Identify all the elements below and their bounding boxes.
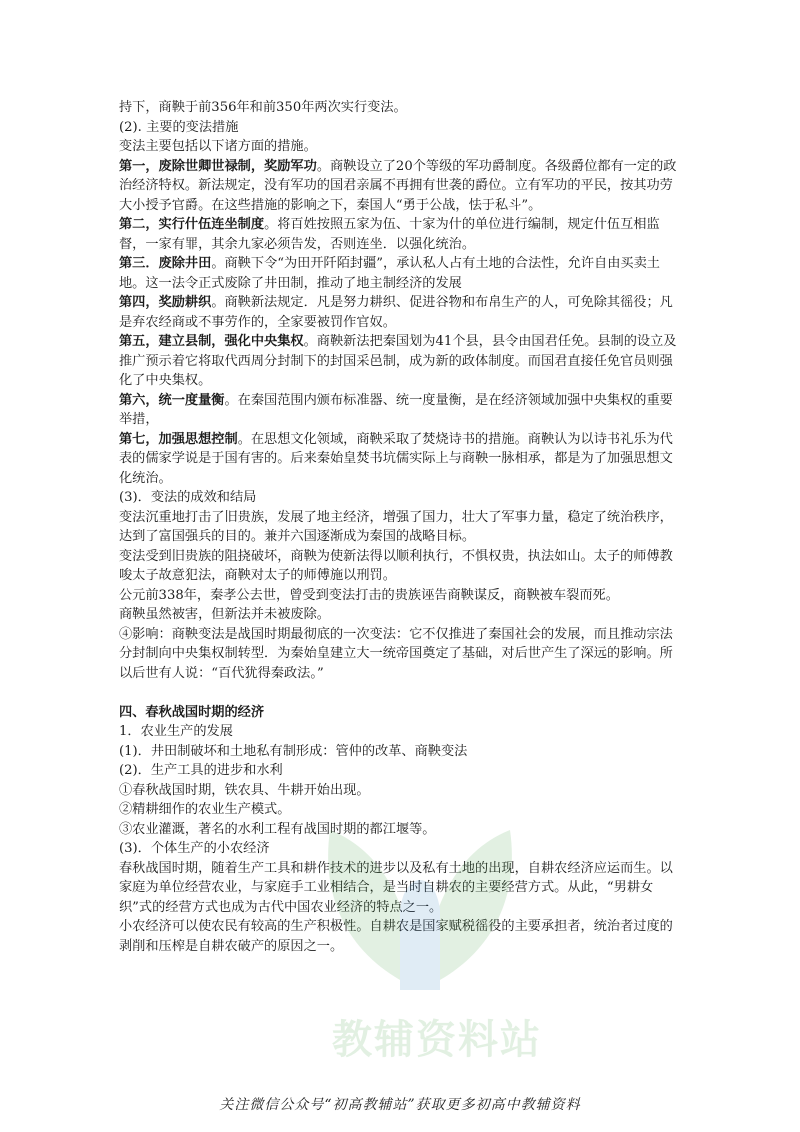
paragraph (119, 605, 685, 625)
paragraph (119, 488, 685, 508)
paragraph (119, 586, 685, 606)
paragraph (119, 215, 685, 254)
bold-heading: 第二，实行什伍连坐制度 (119, 217, 265, 232)
paragraph (119, 137, 685, 157)
bold-heading: 第四，奖励耕织 (119, 295, 212, 310)
paragraph (119, 722, 685, 742)
paragraph-text: ②精耕细作的农业生产模式。 (119, 802, 291, 817)
paragraph (119, 157, 685, 216)
paragraph-text: (3)．变法的成效和结局 (119, 490, 257, 505)
paragraph (119, 547, 685, 586)
paragraph (119, 839, 685, 859)
paragraph-text: ①春秋战国时期，铁农具、牛耕开始出现。 (119, 782, 370, 798)
document-body (119, 98, 685, 956)
reform-section (119, 98, 685, 683)
paragraph (119, 742, 685, 762)
paragraph (119, 254, 685, 293)
paragraph (119, 781, 685, 801)
paragraph (119, 820, 685, 840)
paragraph-text: 变法受到旧贵族的阻挠破坏，商鞅为使新法得以顺利执行，不惧权贵，执法如山。太子的师傅教唆太子故意犯法，商鞅对太子的师傅施以刑罚。 (119, 548, 673, 583)
paragraph-text: 变法主要包括以下诸方面的措施。 (119, 139, 317, 154)
paragraph-text: ③农业灌溉，著名的水利工程有战国时期的都江堰等。 (119, 821, 436, 837)
paragraph-text: 。在秦国范围内颁布标准器、统一度量衡，是在经济领域加强中央集权的重要举措， (119, 392, 673, 427)
paragraph (119, 98, 685, 118)
paragraph-text: 。商鞅新法规定．凡是努力耕织、促进谷物和布帛生产的人，可免除其徭役；凡是弃农经商或不事劳作的，全家要被罚作官奴。 (119, 295, 673, 330)
paragraph (119, 859, 685, 918)
paragraph-text: 春秋战国时期，随着生产工具和耕作技术的进步以及私有土地的出现，自耕农经济应运而生。以家庭为单位经营农业，与家庭手工业相结合，是当时自耕农的主要经营方式。从此，“男耕女织”式的经营方式也成为古代中国农业经济的特点之一。 (119, 860, 673, 915)
paragraph-text: 变法沉重地打击了旧贵族，发展了地主经济，增强了国力，壮大了军事力量，稳定了统治秩序，达到了富国强兵的目的。兼并六国逐渐成为秦国的战略目标。 (119, 509, 673, 544)
bold-heading: 第一，废除世卿世禄制，奖励军功 (119, 158, 317, 174)
paragraph-text: 1．农业生产的发展 (119, 724, 233, 739)
paragraph (119, 293, 685, 332)
paragraph-text: (2). 主要的变法措施 (119, 119, 239, 135)
paragraph (119, 761, 685, 781)
bold-heading: 第七，加强思想控制 (119, 431, 238, 447)
economy-section (119, 722, 685, 956)
paragraph (119, 800, 685, 820)
section-title: 四、春秋战国时期的经济 (119, 704, 265, 720)
footer-note: 关注微信公众号“初高教辅站”获取更多初高中教辅资料 (219, 1097, 581, 1113)
paragraph (119, 118, 685, 138)
paragraph-text: 。将百姓按照五家为伍、十家为什的单位进行编制，规定什伍互相监督，一家有罪，其余九家必须告发，否则连坐．以强化统治。 (119, 217, 660, 252)
paragraph-text: 。商鞅新法把秦国划为41个县，县令由国君任免。县制的设立及推广预示着它将取代西周分封制下的封国采邑制，成为新的政体制度。而国君直接任免官员则强化了中央集权。 (119, 334, 677, 388)
paragraph (119, 625, 685, 684)
watermark-text: 教辅资料站 (332, 1017, 542, 1063)
paragraph (119, 332, 685, 391)
paragraph-text: 。商鞅设立了20个等级的军功爵制度。各级爵位都有一定的政治经济特权。新法规定，没有军功的国君亲属不再拥有世袭的爵位。立有军功的平民，按其功劳大小授予官爵。在这些措施的影响之下，秦国人“勇于公战，怯于私斗”。 (119, 158, 677, 213)
paragraph-text: 持下，商鞅于前356年和前350年两次实行变法。 (119, 100, 407, 115)
paragraph-text: (3)．个体生产的小农经济 (119, 841, 270, 856)
paragraph-text: 小农经济可以使农民有较高的生产积极性。自耕农是国家赋税徭役的主要承担者，统治者过度的剥削和压榨是自耕农破产的原因之一。 (119, 919, 673, 954)
paragraph-text: (1)．井田制破坏和土地私有制形成：管仲的改革、商鞅变法 (119, 743, 468, 759)
paragraph-text: (2)．生产工具的进步和水利 (119, 763, 283, 778)
paragraph-text: 公元前338年，秦孝公去世，曾受到变法打击的贵族诬告商鞅谋反，商鞅被车裂而死。 (119, 587, 619, 603)
paragraph-text: 。商鞅下令“为田开阡陌封疆”，承认私人占有土地的合法性，允许自由买卖土地。这一法令正式废除了井田制，推动了地主制经济的发展 (119, 256, 660, 291)
bold-heading: 第六，统一度量衡 (119, 392, 225, 408)
paragraph-text: 商鞅虽然被害，但新法并未被废除。 (119, 607, 330, 622)
paragraph-text: ④影响：商鞅变法是战国时期最彻底的一次变法：它不仅推进了秦国社会的发展，而且推动宗法分封制向中央集权制转型．为秦始皇建立大一统帝国奠定了基础，对后世产生了深远的影响。所以后世有人说：“百代犹得秦政法。” (119, 626, 673, 681)
paragraph (119, 430, 685, 489)
paragraph (119, 917, 685, 956)
section-gap (119, 683, 685, 703)
paragraph (119, 508, 685, 547)
paragraph (119, 391, 685, 430)
bold-heading: 第五，建立县制，强化中央集权 (119, 334, 304, 349)
paragraph-text: 。在思想文化领域，商鞅采取了焚烧诗书的措施。商鞅认为以诗书礼乐为代表的儒家学说是于国有害的。后来秦始皇焚书坑儒实际上与商鞅一脉相承，都是为了加强思想文化统治。 (119, 431, 673, 486)
bold-heading: 第三．废除井田 (119, 256, 212, 271)
